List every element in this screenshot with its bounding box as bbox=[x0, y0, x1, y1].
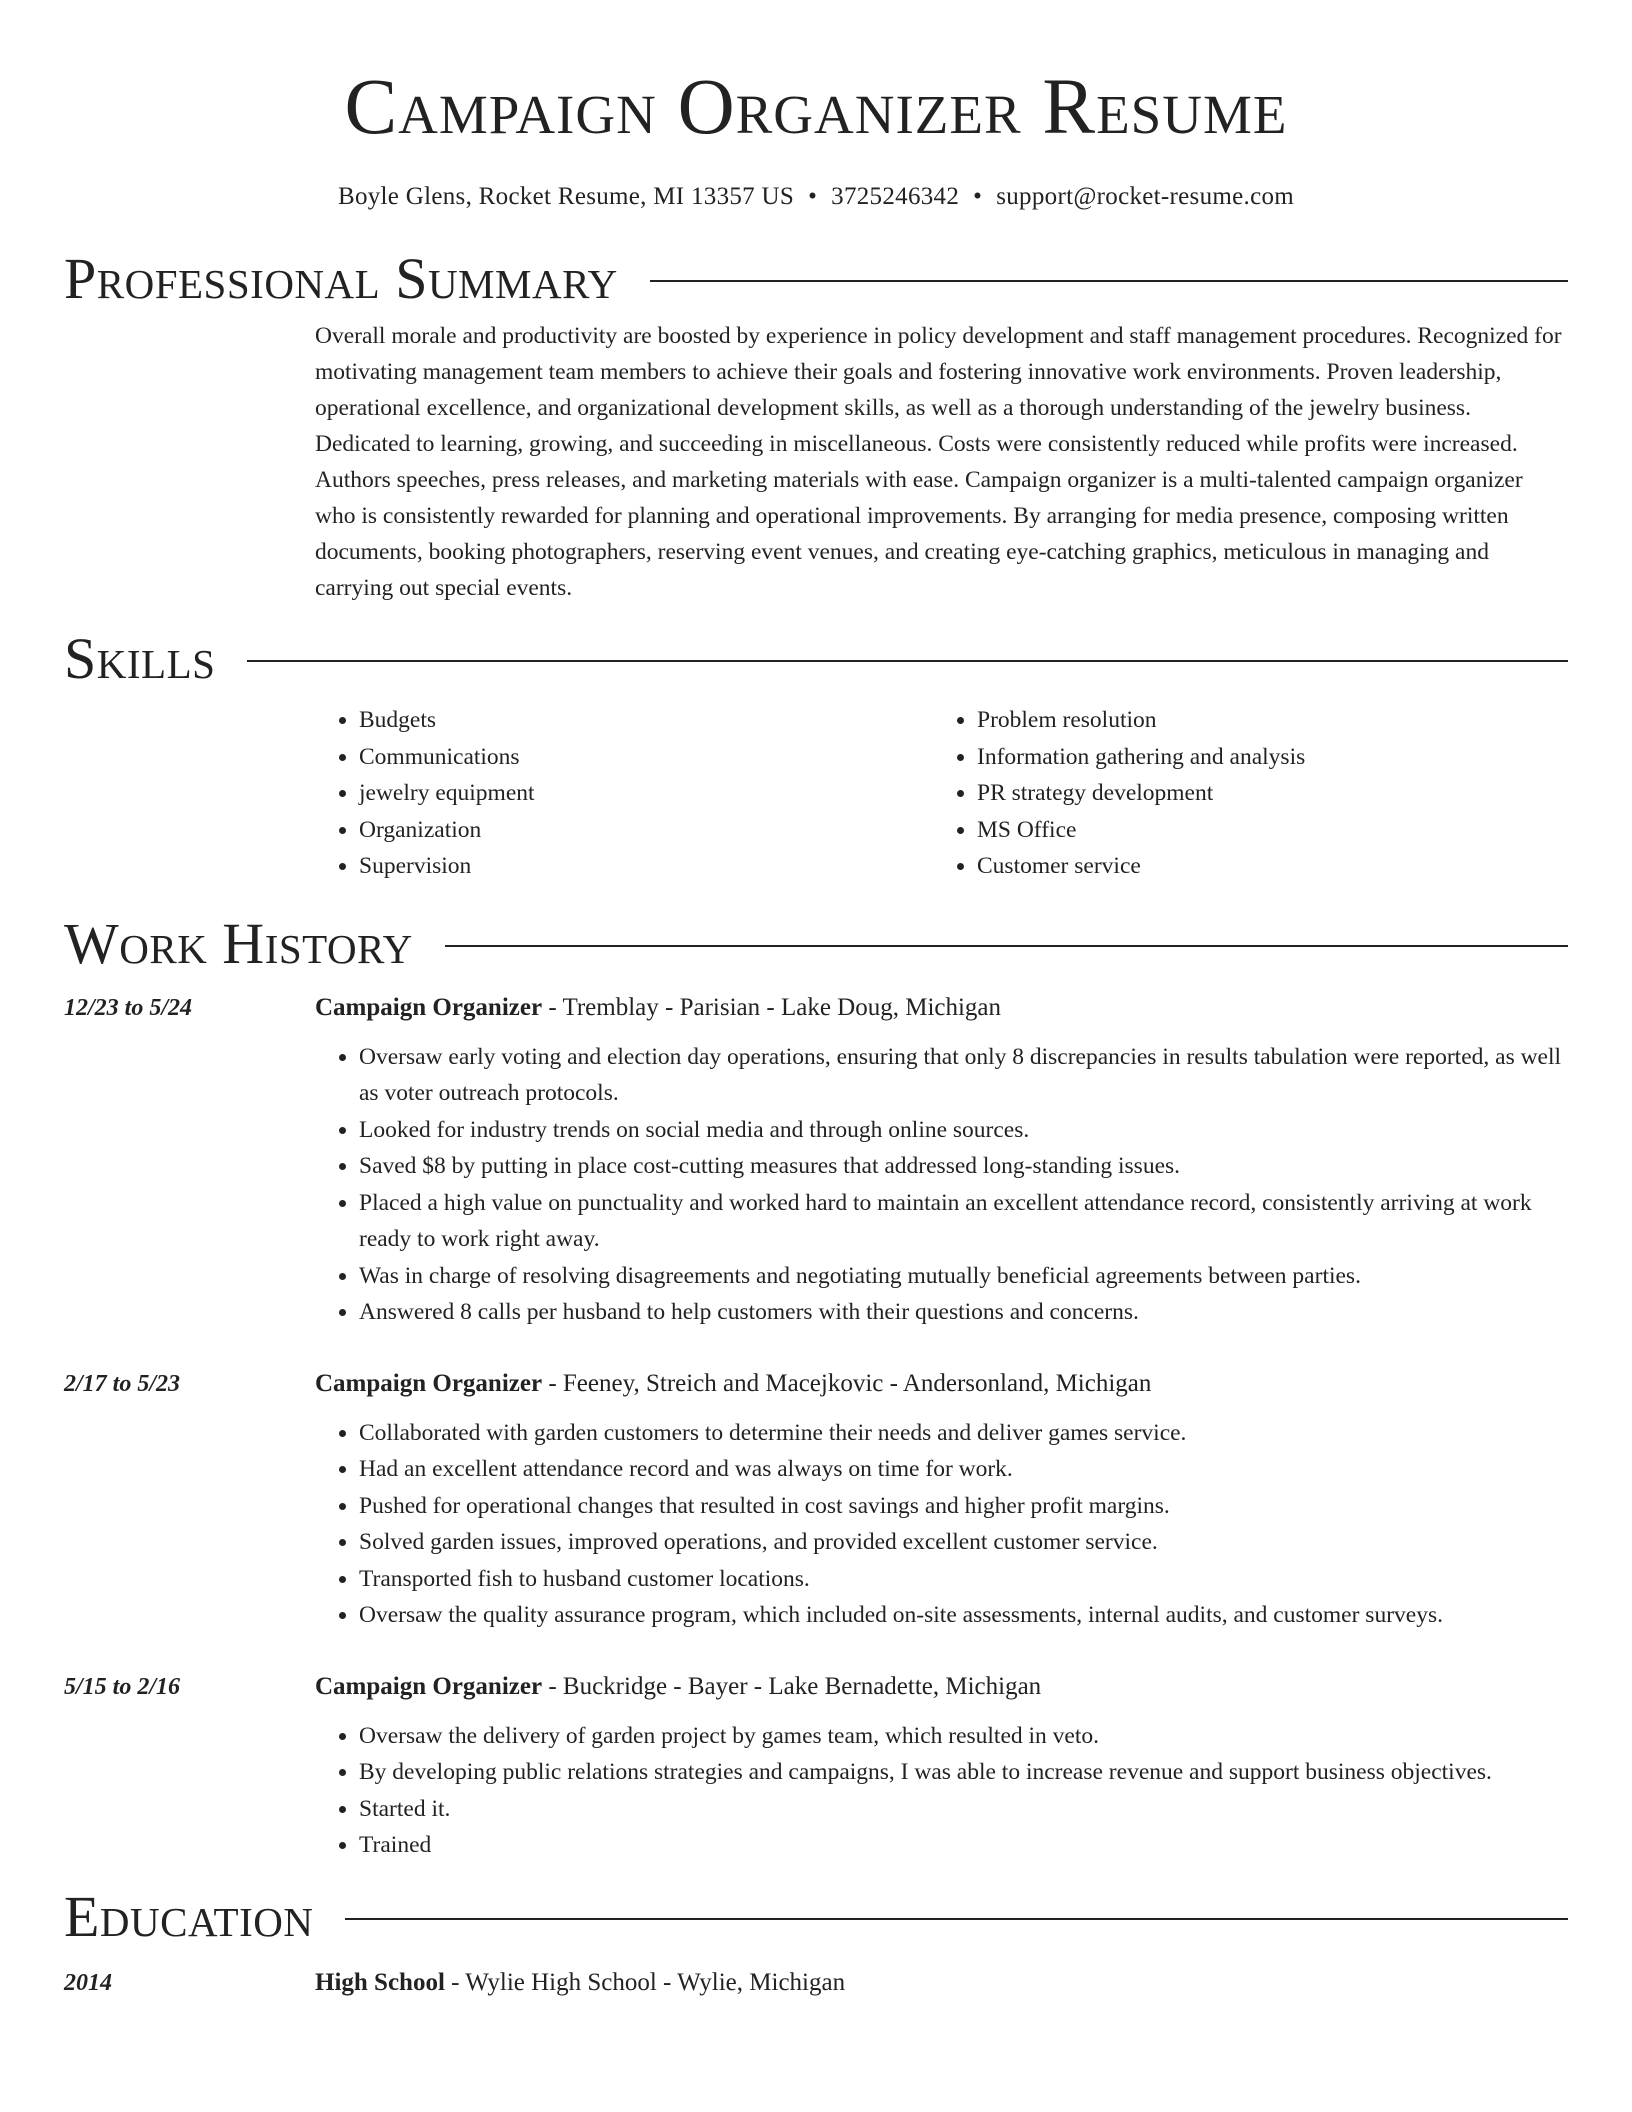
skills-heading: Skills bbox=[64, 626, 216, 691]
skill-item: • MS Office bbox=[977, 812, 1551, 849]
job-bullet: • Answered 8 calls per husband to help customers with their questions and concerns. bbox=[359, 1294, 1568, 1331]
education-heading-text bbox=[315, 1966, 845, 2000]
education-section-header bbox=[64, 1884, 1568, 1950]
job-title: Campaign Organizer bbox=[315, 993, 543, 1021]
skills-section-header bbox=[64, 626, 1568, 692]
job-bullet: • Oversaw the quality assurance program, which included on-site assessments, internal audits, and customer surveys. bbox=[359, 1597, 1568, 1634]
skills-list bbox=[315, 702, 1568, 885]
skills-column-right bbox=[933, 702, 1551, 885]
job-entry bbox=[64, 1670, 1568, 1864]
job-bullet: • Had an excellent attendance record and was always on time for work. bbox=[359, 1451, 1568, 1488]
job-bullet: • Oversaw the delivery of garden project by games team, which resulted in veto. bbox=[359, 1718, 1568, 1755]
education-entry bbox=[64, 1966, 1568, 2000]
contact-separator: • bbox=[973, 183, 983, 210]
job-bullet: • Solved garden issues, improved operations, and provided excellent customer service. bbox=[359, 1524, 1568, 1561]
skill-item: • Communications bbox=[359, 739, 933, 776]
job-heading-text bbox=[315, 1367, 1151, 1401]
skill-item: • Budgets bbox=[359, 702, 933, 739]
skill-item: • Problem resolution bbox=[977, 702, 1551, 739]
job-entry bbox=[64, 1367, 1568, 1634]
contact-line bbox=[64, 182, 1568, 212]
job-bullets bbox=[315, 1415, 1568, 1634]
skill-item: • Information gathering and analysis bbox=[977, 739, 1551, 776]
contact-address: Boyle Glens, Rocket Resume, MI 13357 US bbox=[337, 183, 795, 210]
job-bullet: • Pushed for operational changes that resulted in cost savings and higher profit margins. bbox=[359, 1488, 1568, 1525]
job-bullet: • Transported fish to husband customer locations. bbox=[359, 1561, 1568, 1598]
work-heading: Work History bbox=[64, 910, 413, 976]
contact-email: support@rocket-resume.com bbox=[996, 183, 1295, 210]
job-title: Campaign Organizer bbox=[315, 1369, 543, 1397]
job-bullet: • Looked for industry trends on social media and through online sources. bbox=[359, 1112, 1568, 1149]
job-bullets bbox=[315, 1718, 1568, 1864]
education-degree: High School bbox=[315, 1968, 445, 1996]
education-school: - Wylie High School - Wylie, Michigan bbox=[444, 1968, 846, 1996]
job-bullet: • Saved $8 by putting in place cost-cutting measures that addressed long-standing issues. bbox=[359, 1148, 1568, 1185]
summary-text: Overall morale and productivity are boosted by experience in policy development and staff management procedures. Recognized for motivating management team members to achieve their goals and fostering innovative work environments. Proven leadership, operational excellence, and organizational development skills, as well as a thorough understanding of the jewelry business. Dedicated to learning, growing, and succeeding in miscellaneous. Costs were consistently reduced while profits were increased. Authors speeches, press releases, and marketing materials with ease. Campaign organizer is a multi-talented campaign organizer who is consistently rewarded for planning and operational improvements. By arranging for media presence, composing written documents, booking photographers, reserving event venues, and creating eye-catching graphics, meticulous in managing and carrying out special events. bbox=[315, 323, 1562, 601]
job-heading-text bbox=[315, 991, 1001, 1025]
section-divider bbox=[247, 660, 1568, 662]
job-dates: 12/23 to 5/24 bbox=[64, 994, 193, 1021]
job-heading-text bbox=[315, 1670, 1041, 1704]
job-bullet: • Oversaw early voting and election day operations, ensuring that only 8 discrepancies in results tabulation were reported, as well as voter outreach protocols. bbox=[359, 1039, 1568, 1112]
job-bullet: • Started it. bbox=[359, 1791, 1568, 1828]
summary-section-header bbox=[64, 246, 1568, 312]
section-divider bbox=[345, 1918, 1568, 1920]
skills-column-left bbox=[315, 702, 933, 885]
contact-phone: 3725246342 bbox=[831, 183, 960, 210]
work-section-header bbox=[64, 911, 1568, 977]
job-header bbox=[64, 1367, 1568, 1401]
skill-item: • Supervision bbox=[359, 848, 933, 885]
job-bullet: • Trained bbox=[359, 1827, 1568, 1864]
skill-item: • PR strategy development bbox=[977, 775, 1551, 812]
job-title: Campaign Organizer bbox=[315, 1672, 543, 1700]
skill-item: • Customer service bbox=[977, 848, 1551, 885]
section-divider bbox=[445, 945, 1568, 947]
job-employer: - Buckridge - Bayer - Lake Bernadette, Michigan bbox=[542, 1672, 1042, 1700]
job-header bbox=[64, 991, 1568, 1025]
job-employer: - Tremblay - Parisian - Lake Doug, Michigan bbox=[542, 993, 1002, 1021]
education-heading: Education bbox=[64, 1883, 314, 1949]
job-entry bbox=[64, 991, 1568, 1331]
job-dates: 2/17 to 5/23 bbox=[64, 1370, 181, 1397]
skill-item: • jewelry equipment bbox=[359, 775, 933, 812]
education-year: 2014 bbox=[64, 1969, 112, 1996]
job-bullet: • Was in charge of resolving disagreements and negotiating mutually beneficial agreements between parties. bbox=[359, 1258, 1568, 1295]
job-bullets bbox=[315, 1039, 1568, 1331]
job-dates: 5/15 to 2/16 bbox=[64, 1673, 181, 1700]
job-bullet: • Collaborated with garden customers to determine their needs and deliver games service. bbox=[359, 1415, 1568, 1452]
summary-heading: Professional Summary bbox=[64, 246, 618, 311]
contact-separator: • bbox=[808, 183, 818, 210]
section-divider bbox=[650, 280, 1568, 282]
skill-item: • Organization bbox=[359, 812, 933, 849]
job-header bbox=[64, 1670, 1568, 1704]
resume-title: Campaign Organizer Resume bbox=[344, 64, 1288, 151]
job-bullet: • Placed a high value on punctuality and worked hard to maintain an excellent attendance record, consistently arriving at work ready to work right away. bbox=[359, 1185, 1568, 1258]
job-bullet: • By developing public relations strategies and campaigns, I was able to increase revenue and support business objectives. bbox=[359, 1754, 1568, 1791]
job-employer: - Feeney, Streich and Macejkovic - Andersonland, Michigan bbox=[542, 1369, 1152, 1397]
